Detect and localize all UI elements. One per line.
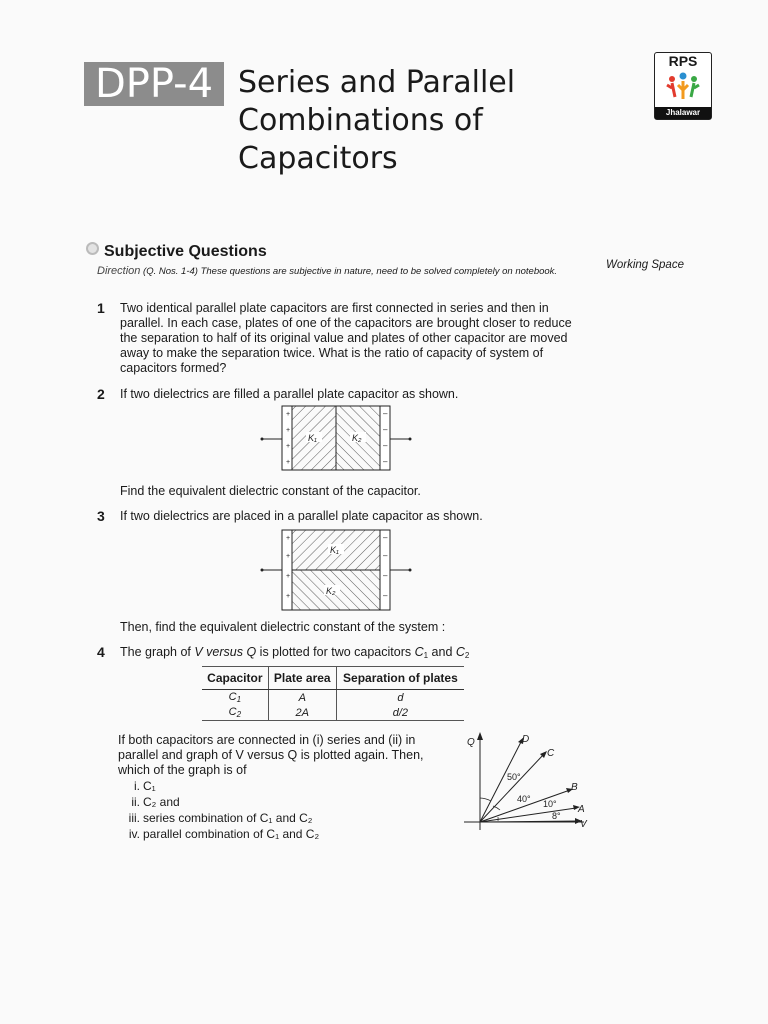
question-1-text: Two identical parallel plate capacitors are first connected in series and then in parallel. In each case, plates of one of the capacitors are brought closer to reduce the separation to half of its original value and plates of other capacitor are moved away to make the separation twice. What is the ratio of capacity of system of capacitors formed?	[120, 301, 572, 375]
angle-label: 50°	[507, 772, 521, 782]
svg-text:+: +	[286, 459, 291, 466]
question-4-text: The graph of V versus Q is plotted for two capacitors $C_1$ and $C_2$	[120, 645, 470, 660]
svg-text:–: –	[383, 425, 388, 434]
table-row: $C_1$ A d	[202, 690, 464, 706]
option-list	[118, 778, 319, 842]
working-space-label: Working Space	[606, 259, 684, 271]
page-title	[238, 64, 515, 178]
svg-text:–: –	[383, 551, 388, 560]
title-line-3: Capacitors	[238, 141, 398, 176]
question-2-followup: Find the equivalent dielectric constant of the capacitor.	[120, 484, 421, 498]
line-label-b: B	[571, 782, 578, 793]
line-label-a: A	[578, 804, 585, 815]
svg-text:+: +	[286, 553, 291, 560]
angle-label: 10°	[543, 799, 557, 809]
k1-label: K₁	[308, 433, 317, 443]
svg-text:–: –	[383, 457, 388, 466]
svg-text:–: –	[383, 441, 388, 450]
question-4-para-2: parallel and graph of V versus Q is plotted again. Then,	[118, 748, 424, 762]
title-line-1: Series and Parallel	[238, 65, 516, 100]
angle-label: 8°	[552, 811, 561, 821]
svg-text:+: +	[286, 593, 291, 600]
table-row: $C_2$ 2A d/2	[202, 705, 464, 721]
svg-text:+: +	[286, 443, 291, 450]
capacitor-diagram-side-by-side	[258, 404, 414, 474]
k2-label: K₂	[352, 433, 362, 443]
k2-label: K₂	[326, 586, 336, 596]
rps-logo	[654, 52, 712, 120]
svg-text:+: +	[286, 573, 291, 580]
svg-text:–: –	[383, 571, 388, 580]
svg-text:–: –	[383, 409, 388, 418]
angle-label: 40°	[517, 794, 531, 804]
line-label-c: C	[547, 748, 555, 759]
list-item: i. C₁	[134, 779, 156, 793]
svg-text:–: –	[383, 591, 388, 600]
question-3-text: If two dielectrics are placed in a parallel plate capacitor as shown.	[120, 509, 483, 523]
question-3-followup: Then, find the equivalent dielectric constant of the system :	[120, 620, 446, 634]
table-header: Separation of plates	[336, 667, 464, 690]
bullet-icon	[86, 242, 99, 255]
title-line-2: Combinations of	[238, 103, 483, 138]
people-icon	[665, 71, 701, 105]
table-header: Capacitor	[202, 667, 268, 690]
question-4-para-1: If both capacitors are connected in (i) series and (ii) in	[118, 733, 416, 747]
question-4-para-3: which of the graph is of	[118, 763, 247, 777]
list-item: ii. C₂ and	[131, 795, 180, 809]
logo-subtitle: Jhalawar	[655, 107, 711, 119]
vq-graph	[460, 730, 600, 838]
capacitor-table	[202, 666, 464, 721]
svg-text:–: –	[383, 533, 388, 542]
list-item: iv. parallel combination of C₁ and C₂	[128, 827, 320, 841]
svg-text:+: +	[286, 535, 291, 542]
table-header: Plate area	[268, 667, 336, 690]
line-label-d: D	[522, 734, 530, 745]
question-2-text: If two dielectrics are filled a parallel plate capacitor as shown.	[120, 387, 459, 401]
capacitor-diagram-stacked	[258, 528, 414, 612]
direction-text: Direction (Q. Nos. 1-4) These questions are subjective in nature, need to be solved completely on notebook.	[97, 265, 558, 277]
dpp-badge: DPP-4	[84, 62, 224, 106]
list-item: iii. series combination of C₁ and C₂	[128, 811, 313, 825]
x-axis-label: V	[580, 819, 587, 830]
y-axis-label: Q	[467, 737, 475, 748]
svg-text:+: +	[286, 411, 291, 418]
k1-label: K₁	[330, 545, 339, 555]
section-title: Subjective Questions	[86, 242, 267, 261]
logo-text: RPS	[668, 53, 698, 69]
svg-text:+: +	[286, 427, 291, 434]
